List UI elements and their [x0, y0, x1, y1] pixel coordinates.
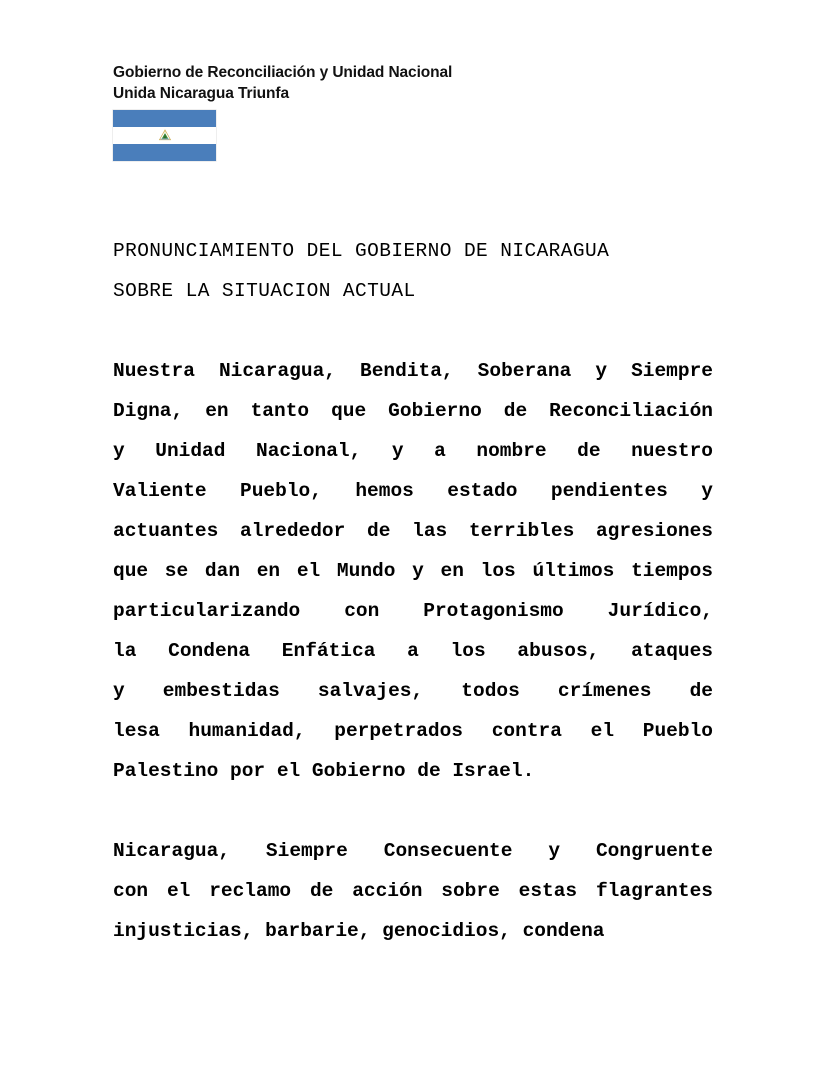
- text-line: que se dan en el Mundo y en los últimos tiempos: [113, 560, 713, 582]
- letterhead-line-1: Gobierno de Reconciliación y Unidad Nacional: [113, 64, 453, 81]
- text-line: la Condena Enfática a los abusos, ataques: [113, 640, 713, 662]
- nicaragua-flag-icon: [113, 110, 216, 161]
- text-line: Nicaragua, Siempre Consecuente y Congruente: [113, 840, 713, 862]
- flag-band-top: [113, 110, 216, 127]
- text-line: Palestino por el Gobierno de Israel.: [113, 760, 535, 782]
- text-line: injusticias, barbarie, genocidios, condena: [113, 920, 605, 942]
- paragraph-1: [113, 351, 713, 791]
- letterhead-line-2: Unida Nicaragua Triunfa: [113, 85, 289, 102]
- paragraph-container: [113, 351, 713, 951]
- letterhead: [113, 62, 733, 104]
- text-line: y Unidad Nacional, y a nombre de nuestro: [113, 440, 713, 462]
- paragraph-2: [113, 831, 713, 951]
- text-line: y embestidas salvajes, todos crímenes de: [113, 680, 713, 702]
- coat-of-arms-icon: [156, 127, 173, 144]
- text-line: Digna, en tanto que Gobierno de Reconciliación: [113, 400, 713, 422]
- paragraph-spacer: [113, 791, 713, 831]
- text-line: lesa humanidad, perpetrados contra el Pueblo: [113, 720, 713, 742]
- text-line: Nuestra Nicaragua, Bendita, Soberana y Siempre: [113, 360, 713, 382]
- text-line: con el reclamo de acción sobre estas flagrantes: [113, 880, 713, 902]
- text-line: actuantes alrededor de las terribles agresiones: [113, 520, 713, 542]
- title-paragraph-spacer: [113, 311, 713, 351]
- document-title-line-2: SOBRE LA SITUACION ACTUAL: [113, 280, 416, 302]
- document-title-line-1: PRONUNCIAMIENTO DEL GOBIERNO DE NICARAGUA: [113, 240, 610, 262]
- text-line: Valiente Pueblo, hemos estado pendientes y: [113, 480, 713, 502]
- document-body: [113, 231, 713, 951]
- text-line: particularizando con Protagonismo Jurídico,: [113, 600, 713, 622]
- flag-band-bottom: [113, 144, 216, 161]
